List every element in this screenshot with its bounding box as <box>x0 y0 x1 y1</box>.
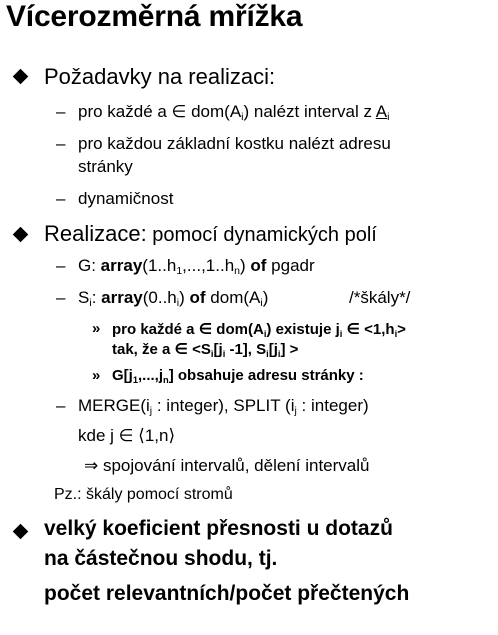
sub-item-1-line1: pro každé a ∈ $dom(A_i)$ existuje $j_i$ ∈ $<1,h_i>$ <box>112 321 406 339</box>
dash-marker: – <box>56 288 66 307</box>
chevron-right-icon: » <box>92 367 101 384</box>
bullet-diamond-icon <box>13 227 29 243</box>
slide-title: Vícerozměrná mřížka <box>6 0 303 33</box>
dash-marker: – <box>56 396 66 415</box>
bullet-precision-line1: velký koeficient přesnosti u dotazů <box>44 517 393 540</box>
implies-line: ⇒ spojování intervalů, dělení intervalů <box>84 456 370 475</box>
bullet-precision-line2: na částečnou shodu, tj. <box>44 547 278 570</box>
sub-item-1-line2: tak, že a ∈ $<S_i[j_i$ -1], $S_i[j_i]$ > <box>112 341 299 359</box>
bullet-precision-line3: počet relevantních/počet přečtených <box>44 582 410 605</box>
array-g-definition: G: $array(1..h_1,...,1..h_n)$ of pgadr <box>78 256 315 278</box>
dash-marker: – <box>56 189 66 208</box>
requirement-item-1: pro každé a ∈ $dom(A_i)$ nalézt interval z $A_i$ <box>78 102 390 124</box>
dash-marker: – <box>56 134 66 153</box>
requirement-item-3: dynamičnost <box>78 189 174 208</box>
dash-marker: – <box>56 256 66 275</box>
bullet-diamond-icon <box>13 69 29 85</box>
requirement-item-2-line1: pro každou základní kostku nalézt adresu <box>78 134 391 153</box>
scales-comment: /*škály*/ <box>349 288 411 307</box>
array-s-definition: $S_i$: $array(0..h_i)$ of $dom(A_i)$ <box>78 288 269 310</box>
chevron-right-icon: » <box>92 320 101 337</box>
bullet-diamond-icon <box>13 524 29 540</box>
bullet-requirements: Požadavky na realizaci: <box>44 64 276 89</box>
sub-item-2: $G[j_1,...,j_n]$ obsahuje adresu stránky : <box>112 367 364 385</box>
kde-range: kde j ∈ ⟨1,n⟩ <box>78 426 176 446</box>
dash-marker: – <box>56 102 66 121</box>
bullet-realization: Realizace: pomocí dynamických polí <box>44 221 377 246</box>
merge-split-operations: $MERGE(i_j$ : integer), SPLIT ($i_j$ : integer) <box>78 396 369 418</box>
scales-note: Pz.: škály pomocí stromů <box>54 486 233 503</box>
requirement-item-2-line2: stránky <box>78 157 133 176</box>
